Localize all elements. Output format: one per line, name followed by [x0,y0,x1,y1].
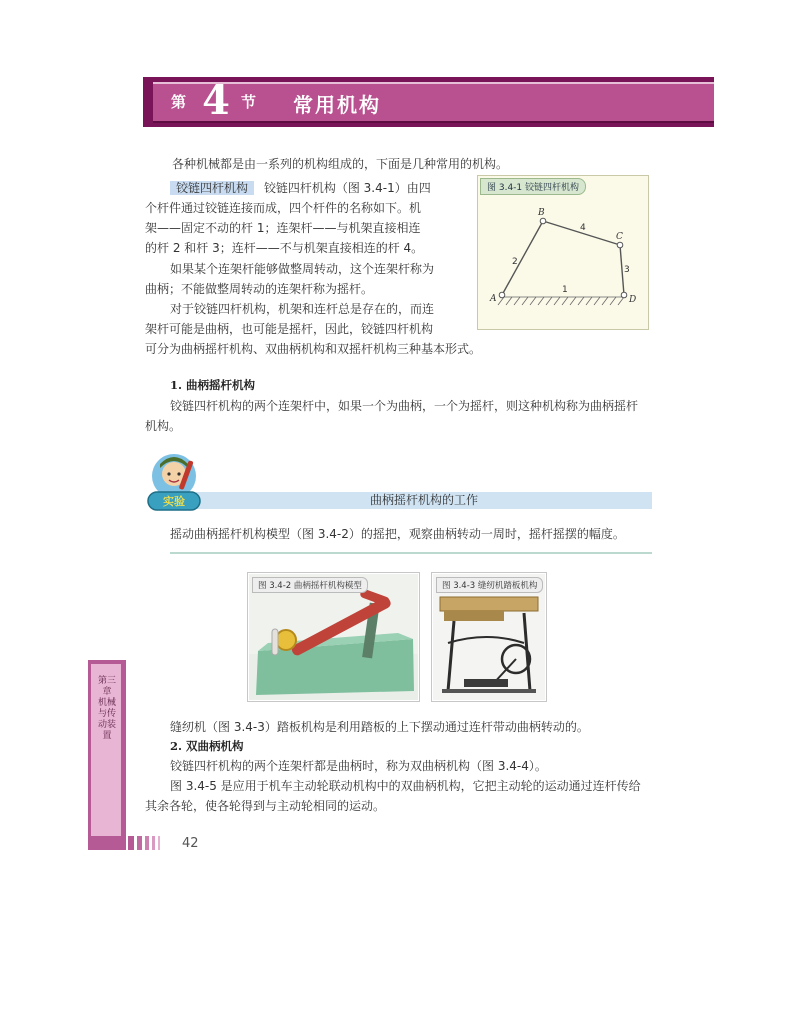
crank-line-2: 曲柄；不能做整周转动的连架杆称为摇杆。 [145,282,374,296]
experiment-title: 曲柄摇杆机构的工作 [369,493,478,507]
subsection-2-title: 2. 双曲柄机构 [170,739,244,753]
label-a: A [490,294,497,304]
experiment-instruction: 摇动曲柄摇杆机构模型（图 3.4-2）的摇把，观察曲柄转动一周时，摇杆摇摆的幅度。 [170,527,625,541]
section-title: 常用机构 [293,93,381,117]
figure-3-4-3 [431,572,547,702]
experiment-badge-text: 实验 [163,495,185,508]
sewing-paragraph: 缝纫机（图 3.4-3）踏板机构是利用踏板的上下摆动通过连杆带动曲柄转动的。 [170,720,589,734]
section-suffix: 节 [241,93,257,111]
subsection-1-title: 1. 曲柄摇杆机构 [170,378,256,392]
experiment-divider [170,552,652,554]
joint-c [617,242,623,248]
joint-b [540,218,546,224]
section-banner [143,77,714,127]
sub1-line-2: 机构。 [145,419,182,433]
ground-hatch [498,297,626,305]
section-number: 4 [202,77,230,124]
exist-line-2: 架杆可能是曲柄，也可能是摇杆，因此，铰链四杆机构 [145,322,434,336]
section-banner-inner [153,77,714,124]
sub2-line-2: 图 3.4-5 是应用于机车主动轮联动机构中的双曲柄机构，它把主动轮的运动通过连杆传给 [170,779,641,793]
crank-line-1: 如果某个连架杆能够做整周转动，这个连架杆称为 [170,262,435,276]
chapter-side-text: 第三章 机械与传动装置 [97,676,116,741]
intro-paragraph: 各种机械都是由一系列的机构组成的，下面是几种常用的机构。 [172,157,509,171]
hinge-highlight-label: 铰链四杆机构 [170,181,254,195]
section-prefix: 第 [171,93,187,111]
label-link-3: 3 [624,265,630,275]
joint-a [499,292,505,298]
experiment-mascot-icon [144,452,204,514]
label-c: C [616,232,623,242]
page-number: 42 [182,836,199,851]
figure-3-4-2-caption: 图 3.4-2 曲柄摇杆机构模型 [252,577,368,593]
sub2-line-3: 其余各轮，使各轮得到与主动轮相同的运动。 [145,799,386,813]
four-bar-diagram [478,176,648,329]
hinge-line-1 [170,178,431,198]
joint-d [621,292,627,298]
figure-3-4-1-caption: 图 3.4-1 铰链四杆机构 [480,178,586,195]
page-footer-stripes [88,836,178,850]
sub1-line-1: 铰链四杆机构的两个连架杆中，如果一个为曲柄，一个为摇杆，则这种机构称为曲柄摇杆 [170,399,639,413]
hinge-line-1-text: 铰链四杆机构（图 3.4-1）由四 [263,181,431,195]
figure-3-4-2 [247,572,420,702]
chapter-side-tab-inner [91,664,121,846]
exist-line-3: 可分为曲柄摇杆机构、双曲柄机构和双摇杆机构三种基本形式。 [145,342,482,356]
sub2-line-1: 铰链四杆机构的两个连架杆都是曲柄时，称为双曲柄机构（图 3.4-4）。 [170,759,547,773]
label-link-4: 4 [580,223,586,233]
label-d: D [629,295,637,305]
hinge-line-3: 架——固定不动的杆 1；连架杆——与机架直接相连 [145,221,421,235]
label-b: B [538,208,545,218]
chapter-side-tab [88,660,126,850]
figure-3-4-1 [477,175,649,330]
figure-3-4-3-caption: 图 3.4-3 缝纫机踏板机构 [436,577,543,593]
link-2 [502,221,543,295]
hinge-line-4: 的杆 2 和杆 3；连杆——不与机架直接相连的杆 4。 [145,241,424,255]
exist-line-1: 对于铰链四杆机构，机架和连杆总是存在的，而连 [170,302,435,316]
hinge-line-2: 个杆件通过铰链连接而成，四个杆件的名称如下。机 [145,201,422,215]
label-link-2: 2 [512,257,518,267]
label-link-1: 1 [562,285,568,295]
experiment-bar [196,492,652,509]
